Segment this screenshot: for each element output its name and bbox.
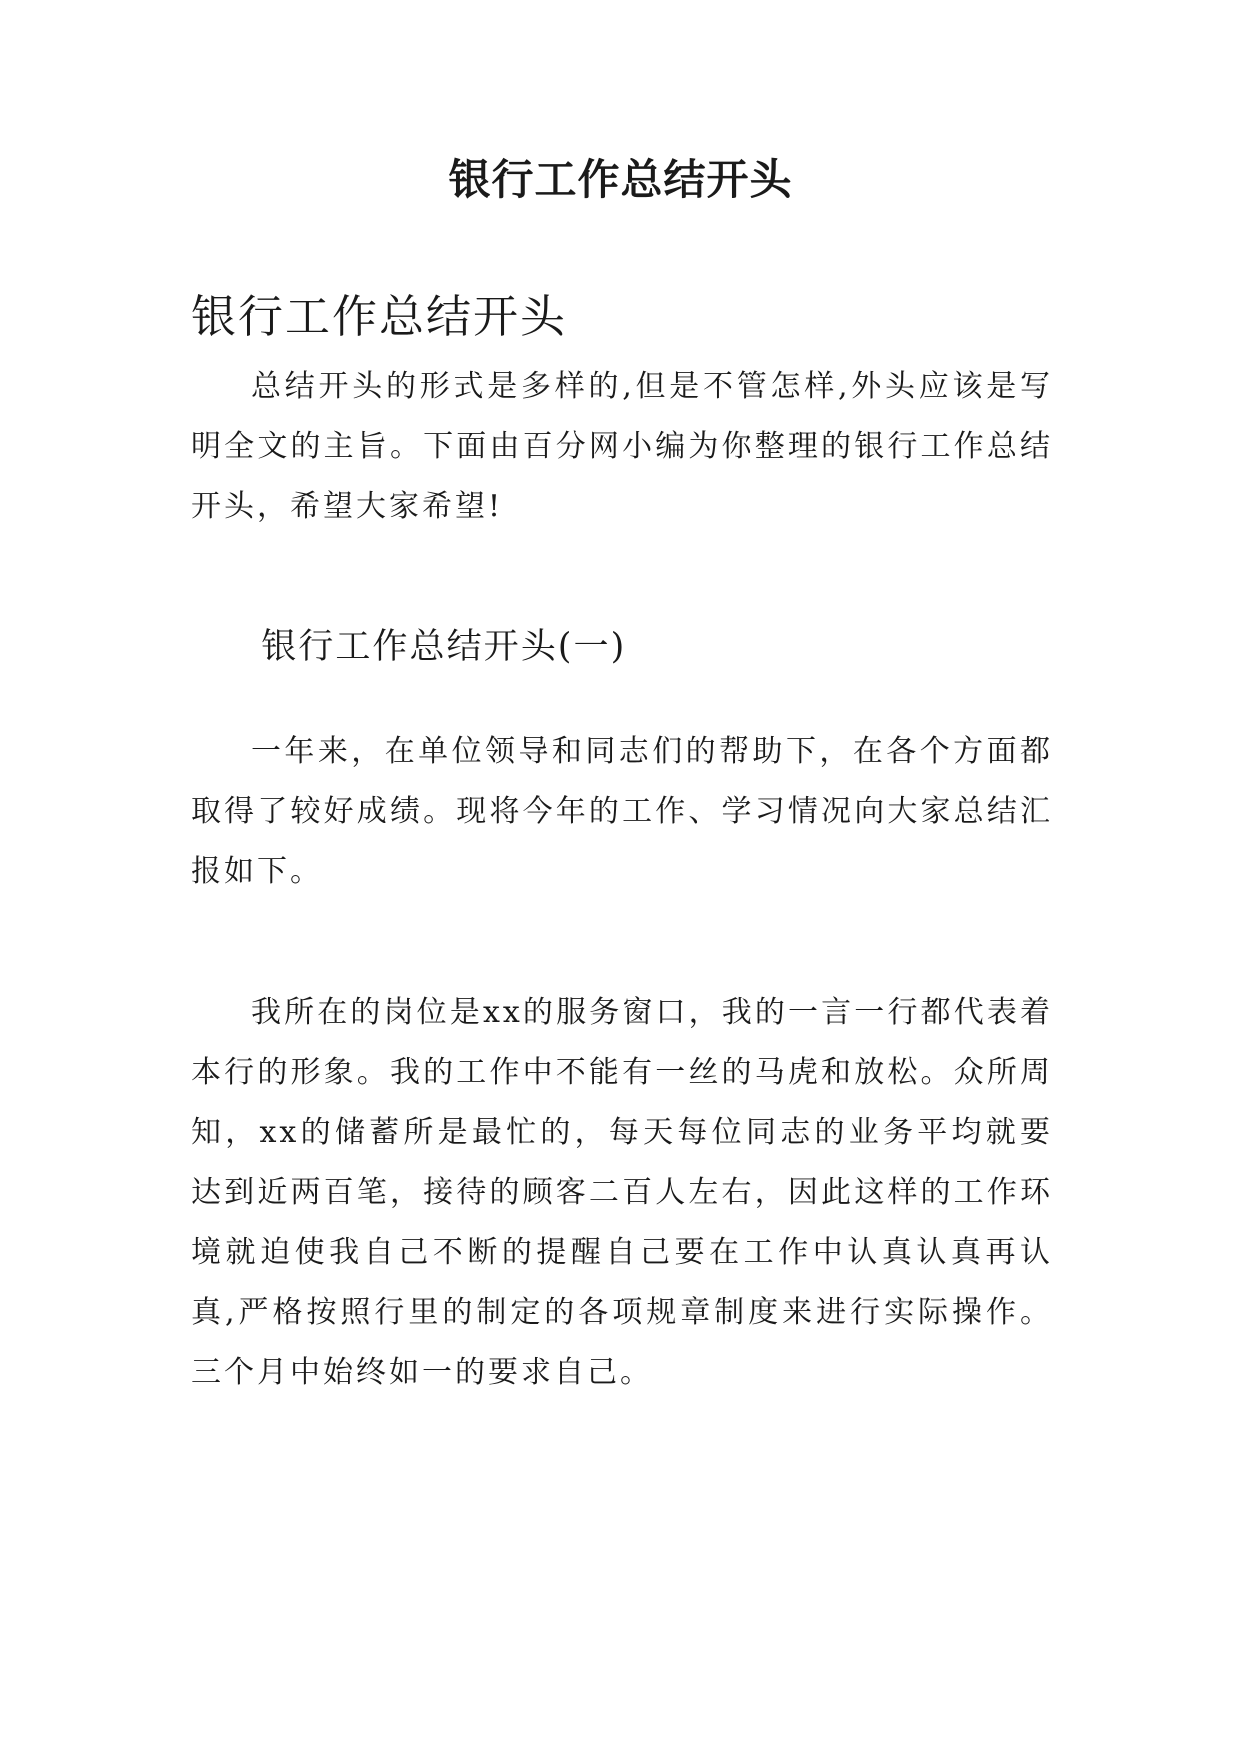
document-title: 银行工作总结开头 [448,155,793,204]
body-paragraph-2: 我所在的岗位是xx的服务窗口，我的一言一行都代表着本行的形象。我的工作中不能有一丝的马虎和放松。众所周知，xx的储蓄所是最忙的，每天每位同志的业务平均就要达到近两百笔，接待的顾客二百人左右，因此这样的工作环境就迫使我自己不断的提醒自己要在工作中认真认真再认真,严格按照行里的制定的各项规章制度来进行实际操作。三个月中始终如一的要求自己。 [191,995,1053,1390]
body-paragraph-1: 一年来，在单位领导和同志们的帮助下，在各个方面都取得了较好成绩。现将今年的工作、学习情况向大家总结汇报如下。 [191,734,1053,889]
section-heading: 银行工作总结开头(一) [261,626,627,667]
document-subtitle: 银行工作总结开头 [191,290,568,343]
intro-paragraph: 总结开头的形式是多样的,但是不管怎样,外头应该是写明全文的主旨。下面由百分网小编为你整理的银行工作总结开头，希望大家希望! [191,369,1053,524]
